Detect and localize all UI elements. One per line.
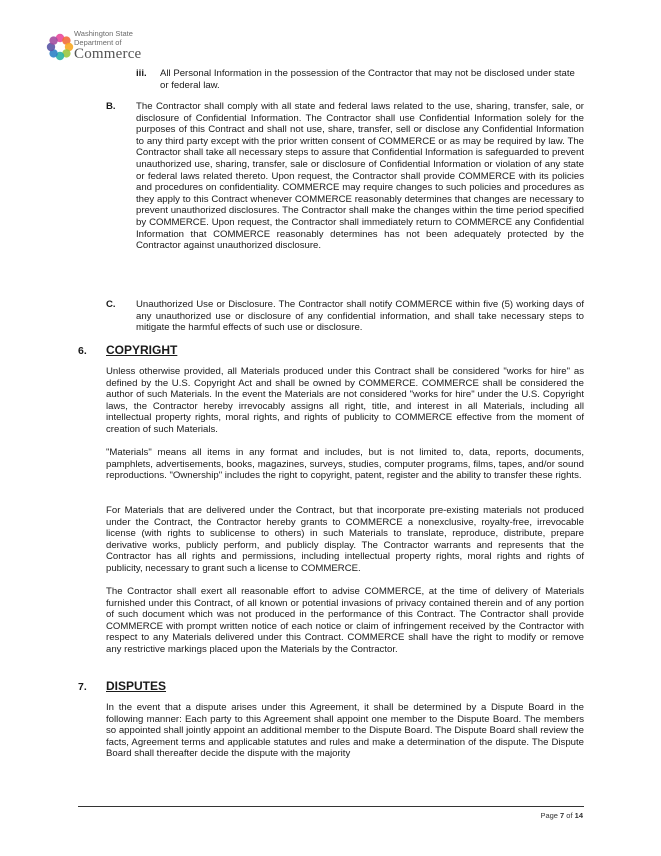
section-7-number: 7. [78, 681, 87, 693]
section-6-title: COPYRIGHT [106, 343, 178, 357]
item-b-label: B. [106, 101, 116, 112]
logo-text [74, 30, 141, 62]
item-iii-text: All Personal Information in the possession of the Contractor that may not be disclosed under state or federal law. [160, 68, 575, 91]
footer-rule [78, 806, 584, 807]
item-b-text: The Contractor shall comply with all state and federal laws related to the use, sharing, transfer, sale, or disclosure of Confidential Information. The Contractor shall use Confidential Information solely for the purposes of this Contract and shall not use, share, transfer, sell or disclose any Confidential Information to any third party except with the prior written consent of COMMERCE or as may be required by law. The Contractor shall take all necessary steps to assure that Confidential Information is safeguarded to prevent unauthorized use, sharing, transfer, sale or disclosure of Confidential Information or violation of any state or federal laws related thereto. Upon request, the Contractor shall provide COMMERCE with its policies and procedures on confidentiality. COMMERCE may require changes to such policies and procedures as they apply to this Contract whenever COMMERCE reasonably determines that changes are necessary to prevent unauthorized disclosures. The Contractor shall make the changes within the time period specified by COMMERCE. Upon request, the Contractor shall immediately return to COMMERCE any Confidential Information that COMMERCE reasonably determines has not been adequately protected by the Contractor against unauthorized disclosure. [136, 101, 584, 252]
page-number [540, 811, 583, 820]
page-total: 14 [574, 811, 583, 820]
page-current: 7 [560, 811, 565, 820]
logo-line-1: Washington State [74, 29, 133, 38]
page-of-label: of [564, 811, 575, 820]
logo-line-3: Commerce [74, 46, 142, 62]
item-c-label: C. [106, 299, 116, 310]
section-6-paragraph-4: The Contractor shall exert all reasonable effort to advise COMMERCE, at the time of delivery of Materials furnished under this Contract, of all known or potential invasions of privacy contained therein and of any portion of such document which was not produced in the performance of this Contract. The Contractor shall provide COMMERCE with prompt written notice of each notice or claim of infringement received by the Contractor with respect to any Materials delivered under this Contract. COMMERCE shall have the right to modify or remove any restrictive markings placed upon the Materials by the Contractor. [106, 586, 584, 655]
item-c-text: Unauthorized Use or Disclosure. The Contractor shall notify COMMERCE within five (5) working days of any unauthorized use or disclosure of any confidential information, and shall take necessary steps to mitigate the harmful effects of such use or disclosure. [136, 299, 584, 334]
section-7-title: DISPUTES [106, 679, 167, 693]
section-6-paragraph-1: Unless otherwise provided, all Materials produced under this Contract shall be considered "works for hire" as defined by the U.S. Copyright Act and shall be owned by COMMERCE. COMMERCE shall be considered the author of such Materials. In the event the Materials are not considered "works for hire" under the U.S. Copyright laws, the Contractor hereby irrevocably assigns all right, title, and interest in all Materials, including all intellectual property rights, moral rights, and rights of publicity to COMMERCE effective from the moment of creation of such Materials. [106, 366, 584, 435]
page-label: Page [540, 811, 561, 820]
section-6-paragraph-3: For Materials that are delivered under the Contract, but that incorporate pre-existing materials not produced under the Contract, the Contractor hereby grants to COMMERCE a nonexclusive, royalty-free, irrevocable license (with rights to sublicense to others) in such Materials to translate, reproduce, distribute, prepare derivative works, publicly perform, and publicly display. The Contractor warrants and represents that the Contractor has all rights and permissions, including intellectual property rights, moral rights and rights of publicity, necessary to grant such a license to COMMERCE. [106, 505, 584, 574]
section-6-number: 6. [78, 345, 87, 357]
section-6-paragraph-2: "Materials" means all items in any format and includes, but is not limited to, data, reports, documents, pamphlets, advertisements, books, magazines, surveys, studies, computer programs, films, tapes, and/or sound reproductions. "Ownership" includes the right to copyright, patent, register and the ability to transfer these rights. [106, 447, 584, 482]
item-iii-label: iii. [136, 68, 147, 79]
section-7-paragraph-1: In the event that a dispute arises under this Agreement, it shall be determined by a Dispute Board in the following manner: Each party to this Agreement shall appoint one member to the Dispute Board. The members so appointed shall jointly appoint an additional member to the Dispute Board. The Dispute Board shall review the facts, Agreement terms and applicable statutes and rules and make a determination of the dispute. The Dispute Board shall thereafter decide the dispute with the majority [106, 702, 584, 760]
logo-line-2: Department of [74, 37, 122, 47]
